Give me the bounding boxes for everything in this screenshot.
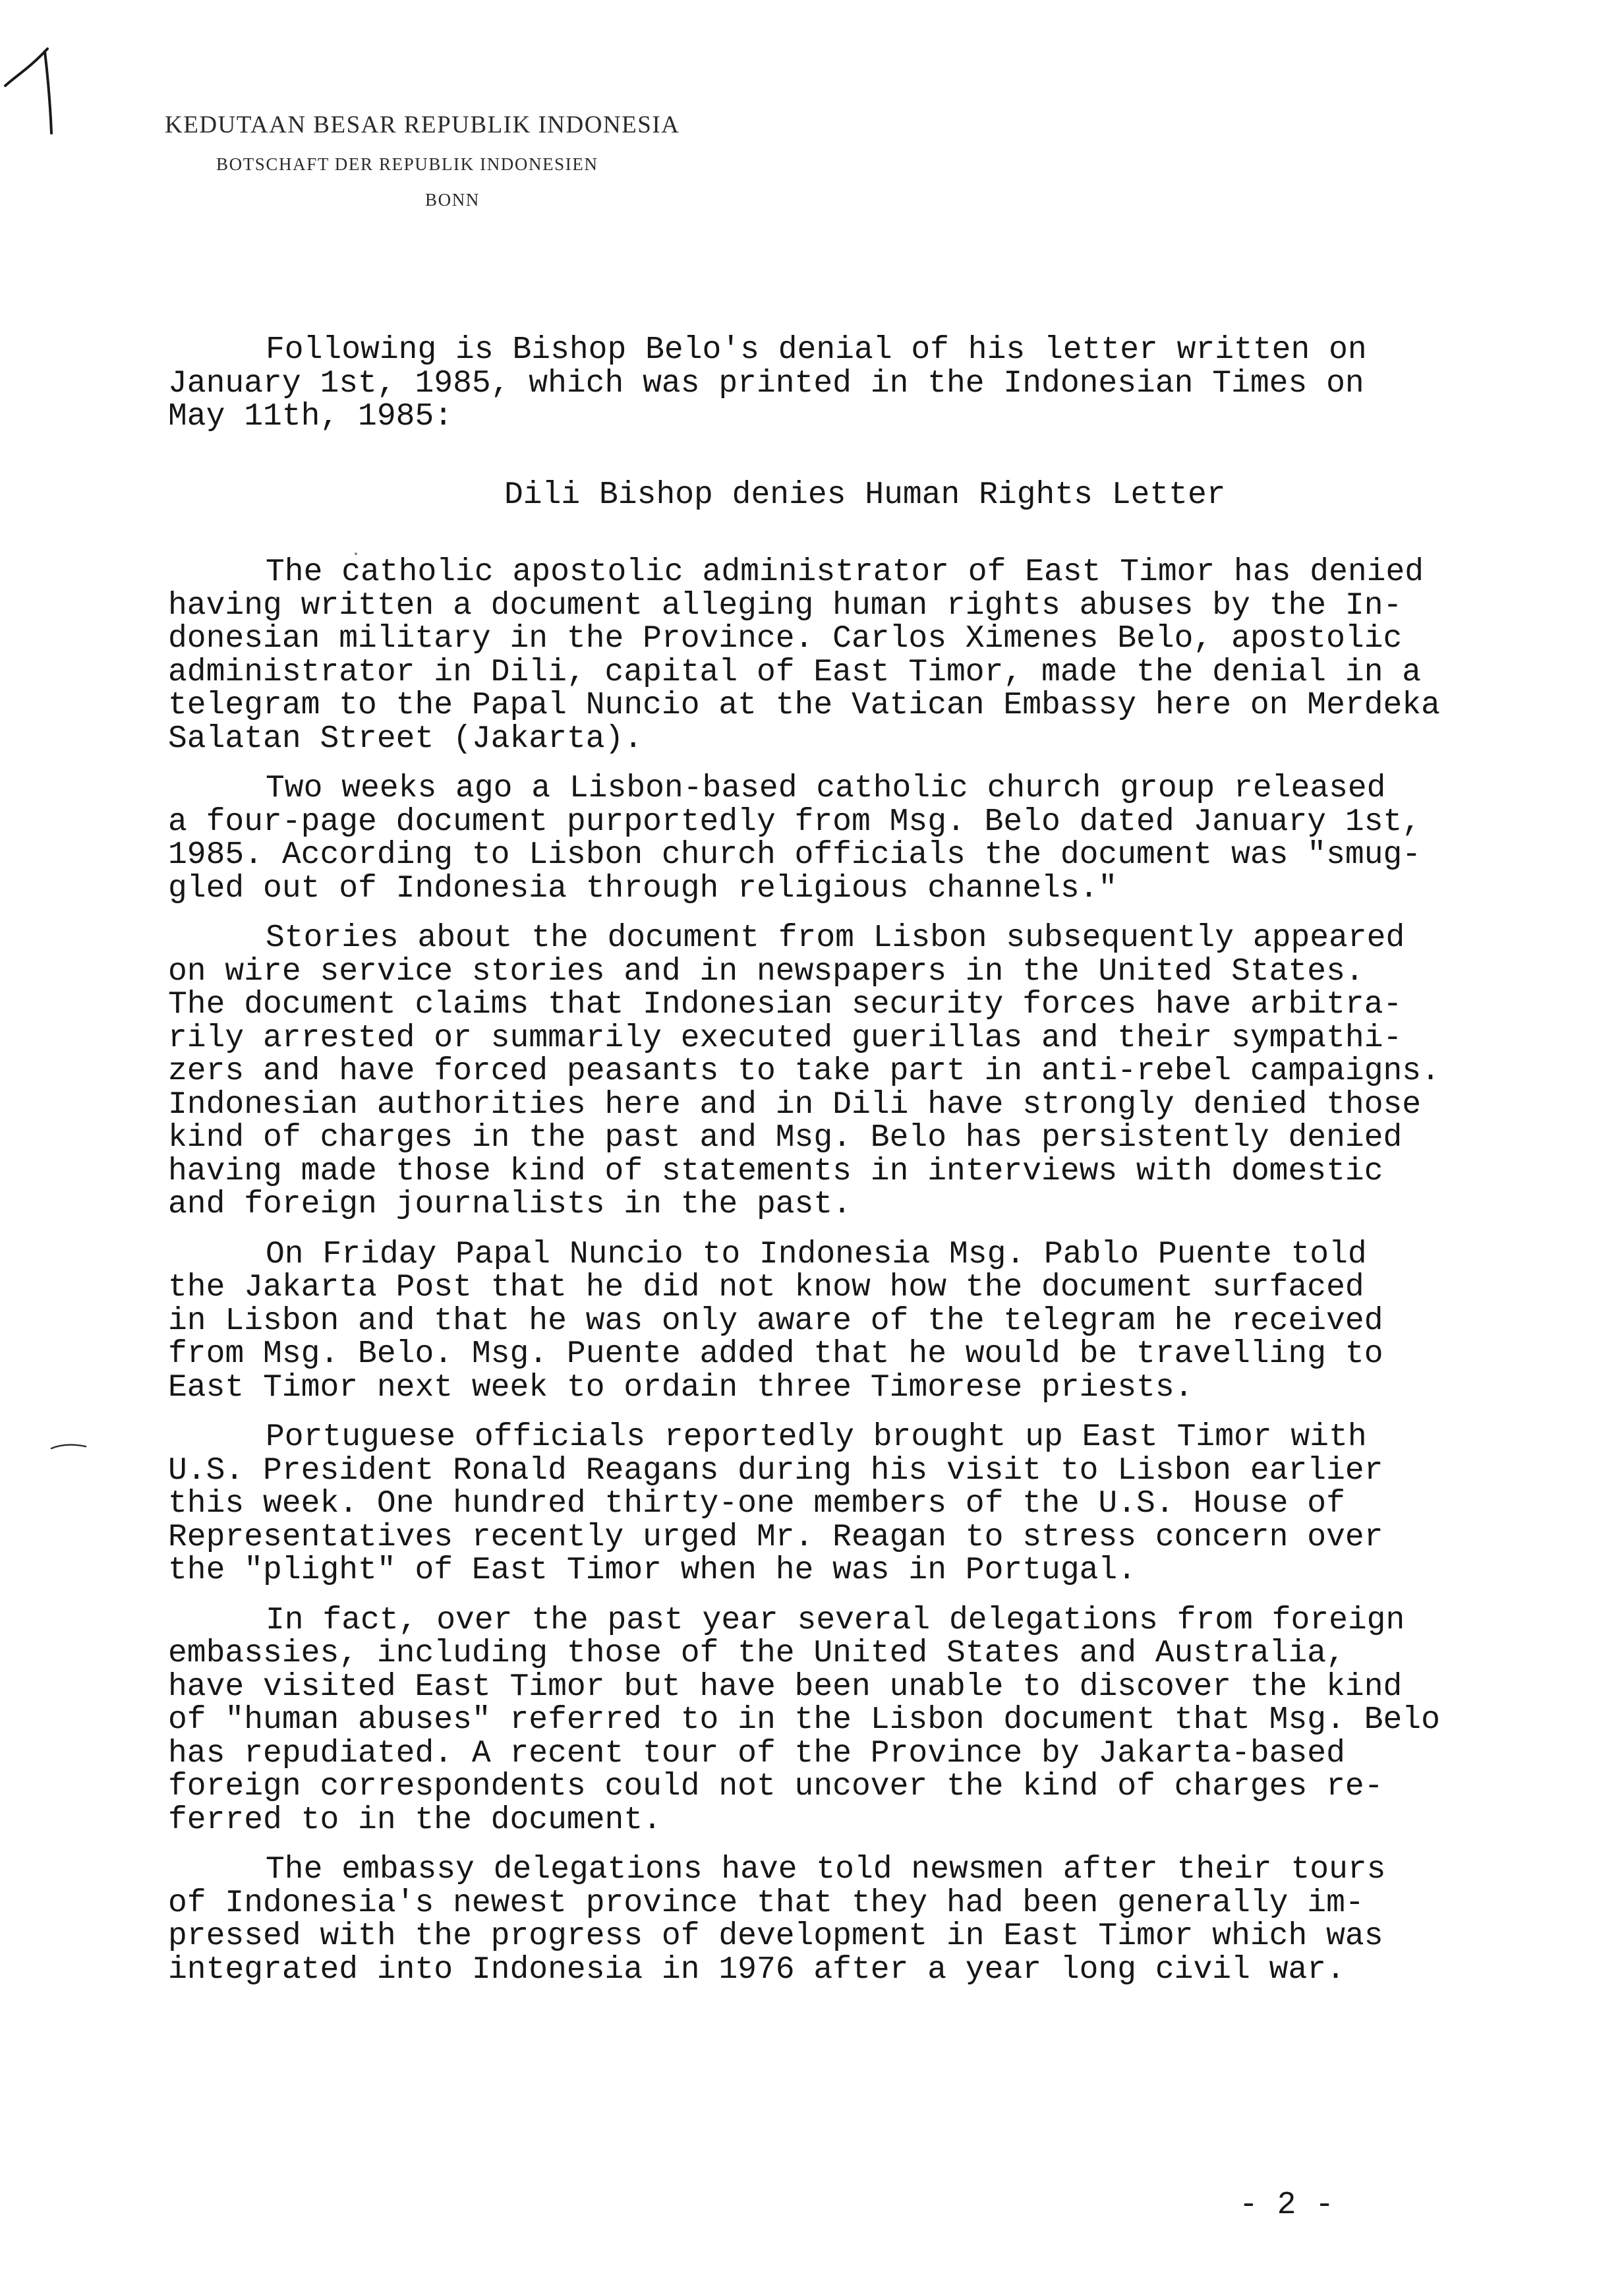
stray-dash-mark [50,1441,87,1454]
article-paragraph-4: On Friday Papal Nuncio to Indonesia Msg. Pablo Puente told the Jakarta Post that he did not know how the document surfaced in Lisbon and that he was only aware of the telegram he received from Msg. Belo. Msg. Puente added that he would be travelling to East Timor next week to ordain three Timorese priests. [168,1236,1383,1406]
page-number: - 2 - [1239,2187,1335,2223]
letterhead-embassy-name-german: BOTSCHAFT DER REPUBLIK INDONESIEN [216,154,598,174]
article-paragraph-1: The catholic apostolic administrator of East Timor has denied having written a document alleging human rights abuses by the In- donesian military in the Province. Carlos Ximenes Belo, apostolic administrator in Dili, capital of East Timor, made the denial in a telegram to the Papal Nuncio at the Vatican Embassy here on Merdeka Salatan Street (Jakarta). [168,554,1440,757]
letterhead-embassy-name: KEDUTAAN BESAR REPUBLIK INDONESIA [165,111,680,138]
article-paragraph-7: The embassy delegations have told newsmen after their tours of Indonesia's newest province that they had been generally im- pressed with the progress of development in East Timor which was integrated into Indonesia in 1976 after a year long civil war. [168,1852,1386,1988]
article-headline: Dili Bishop denies Human Rights Letter [504,477,1226,513]
document-body [168,334,1526,2003]
article-paragraph-5: Portuguese officials reportedly brought up East Timor with U.S. President Ronald Reagans during his visit to Lisbon earlier this week. One hundred thirty-one members of the U.S. House of Representatives recently urged Mr. Reagan to stress concern over the "plight" of East Timor when he was in Portugal. [168,1419,1383,1588]
intro-paragraph: Following is Bishop Belo's denial of his letter written on January 1st, 1985, which was printed in the Indonesian Times on May 11th, 1985: [168,332,1367,434]
article-paragraph-2: Two weeks ago a Lisbon-based catholic church group released a four-page document purportedly from Msg. Belo dated January 1st, 1985. According to Lisbon church officials the document was "smug- gled out of Indonesia through religious channels." [168,771,1422,907]
article-paragraph-3: Stories about the document from Lisbon subsequently appeared on wire service stories and in newspapers in the United States. The document claims that Indonesian security forces have arbitra- rily arrested or summarily executed guerillas and their sympathi- zers and have forced peasants to take part in anti-rebel campaigns. Indonesian authorities here and in Dili have strongly denied those kind of charges in the past and Msg. Belo has persistently denied having made those kind of statements in interviews with domestic and foreign journalists in the past. [168,920,1440,1222]
handwritten-number-1-icon [1,34,61,140]
letterhead-city: BONN [425,190,480,210]
article-paragraph-6: In fact, over the past year several delegations from foreign embassies, including those of the United States and Australia, have visited East Timor but have been unable to discover the kind of "human abuses" referred to in the Lisbon document that Msg. Belo has repudiated. A recent tour of the Province by Jakarta-based foreign correspondents could not uncover the kind of charges re- ferred to in the document. [168,1602,1440,1838]
